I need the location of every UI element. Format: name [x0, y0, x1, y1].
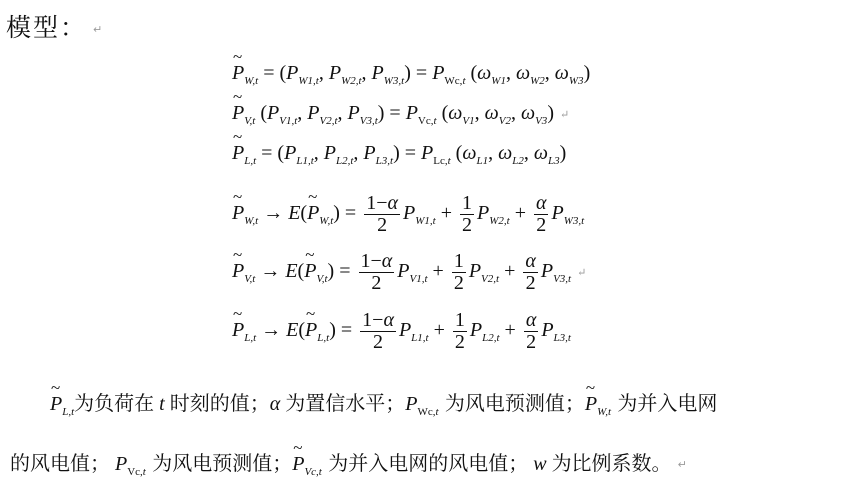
equation-load-expectation: ~ $P_{L,t}$ → E(~ $P_{L,t}$) = $\frac{1-\alpha}{2}$ $P_{L1,t}$ + $\frac{1}{2}$ $P_{L2,t}$ + $\frac{\alpha}{2}$ $P_{L3,t}$: [232, 310, 571, 353]
heading: [6, 8, 104, 44]
paragraph-mark-icon: ↵: [93, 22, 105, 36]
equation-load-composition: ~ $P_{L,t} = (P_{L1,t}$, $P_{L2,t}$, $P_{L3,t}) = P_{Lc,t}$ ($\omega_{L1}$, $\omega_{L2}$, $\omega_{L3}$): [232, 142, 566, 165]
equation-pv-expectation: ~ $P_{V,t}$ → E(~ $P_{V,t}$) = $\frac{1-\alpha}{2}$ $P_{V1,t}$ + $\frac{1}{2}$ $P_{V2,t}$ + $\frac{\alpha}{2}$ $P_{V3,t}↵$: [232, 251, 586, 294]
equation-pv-composition: ~ $P_{V,t}$ ($P_{V1,t}$, $P_{V2,t}$, $P_{V3,t}) = P_{Vc,t}$ ($\omega_{V1}$, $\omega_{V2}$, $\omega_{V3}$) ↵: [232, 102, 569, 125]
text-alpha-desc: 为置信水平；: [285, 391, 406, 415]
equation-wind-expectation: ~ $P_{W,t}$ → E(~ $P_{W,t}$) = $\frac{1-\alpha}{2}$ $P_{W1,t}$ + $\frac{1}{2}$ $P_{W2,t}$ + $\frac{\alpha}{2}$ $P_{W3,t}$: [232, 193, 584, 236]
paragraph-mark-icon: ↵: [677, 458, 687, 471]
text-ratio-desc: 为比例系数。: [551, 451, 672, 475]
paragraph-mark-icon: ↵: [559, 108, 570, 121]
text-grid-desc: 为并入电网: [617, 391, 718, 415]
paragraph-mark-icon: ↵: [577, 267, 587, 279]
definition-line-1: ~ $P_{L,t}$为负荷在 t 时刻的值；α 为置信水平；$P_{Wc,t}$ 为风电预测值；~ $P_{W,t}$ 为并入电网: [50, 387, 717, 416]
text-time-desc: 时刻的值；: [169, 391, 270, 415]
text-wind-value-desc: 的风电值；: [10, 451, 110, 475]
equation-wind-composition: ~ $P_{W,t} = (P_{W1,t}$, $P_{W2,t}$, $P_{W3,t}) = P_{Wc,t}$ ($\omega_{W1}$, $\omega_{W2}$, $\omega_{W3}$): [232, 62, 590, 85]
text-wind-forecast-desc: 为风电预测值；: [444, 391, 585, 415]
text-v-grid-desc: 为并入电网的风电值；: [328, 451, 529, 475]
text-load-desc: 为负荷在: [74, 391, 155, 415]
definition-line-2: 的风电值； $P_{Vc,t}$ 为风电预测值；~ $P_{Vc,t}$ 为并入电网的风电值； w 为比例系数。 ↵: [10, 447, 687, 476]
heading-text: 模型：: [6, 13, 88, 42]
text-v-forecast-desc: 为风电预测值；: [152, 451, 293, 475]
